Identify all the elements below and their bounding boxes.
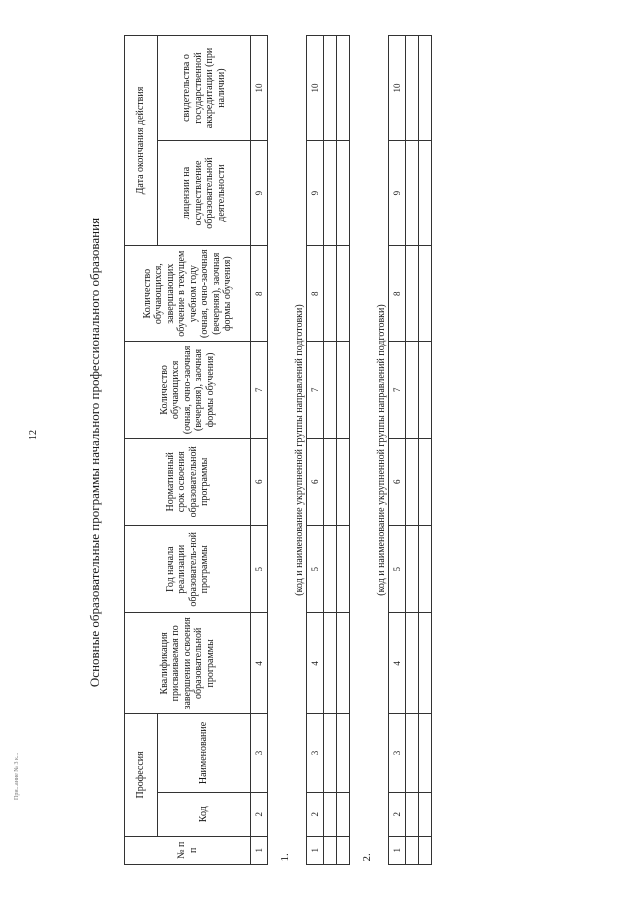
col-qualification-header: Квалификация присваиваемая по завершении освоения образовательной программы [125,613,251,714]
column-number: 7 [389,342,406,438]
column-number: 10 [307,36,324,141]
column-number: 4 [307,613,324,714]
group-1-empty-row [337,36,350,865]
column-number: 7 [251,342,268,438]
col-graduates-header: Количество обучающихся, завершающих обучение в текущем учебном году (очная, очно-заочная (вечерняя), заочная формы обучения) [125,246,251,342]
group-1-empty-row [324,36,337,865]
column-number: 2 [389,792,406,836]
group-1-heading [268,36,307,865]
column-number: 5 [307,526,324,613]
column-number: 4 [251,613,268,714]
column-number: 4 [389,613,406,714]
header-row-1 [125,36,158,865]
column-number-row [251,36,268,865]
col-students-header: Количество обучающихся (очная, очно-заочная (вечерняя), заочная формы обучения) [125,342,251,438]
column-number: 1 [389,836,406,864]
group-caption: (код и наименование укрупненной группы направлений подготовки) [375,304,387,596]
col-profession-header: Профессия [125,714,158,836]
column-number: 8 [389,246,406,342]
column-number: 7 [307,342,324,438]
col-term-header: Нормативный срок освоения образовательной программы [125,438,251,525]
column-number: 3 [307,714,324,793]
group-2-empty-row [419,36,432,865]
column-number: 6 [389,438,406,525]
column-number: 2 [307,792,324,836]
col-license-header: лицензии на осуществление образовательной деятельности [158,141,251,246]
column-number: 1 [307,836,324,864]
column-number: 3 [251,714,268,793]
footer-note: При...ание № 3 к... [14,752,20,800]
group-label: 2. [360,853,373,862]
column-number: 1 [251,836,268,864]
programs-table [124,35,432,865]
column-number: 10 [251,36,268,141]
col-code-header: Код [158,792,251,836]
group-caption: (код и наименование укрупненной группы направлений подготовки) [293,304,305,596]
page-title: Основные образовательные программы начального профессионального образования [87,217,102,688]
col-accreditation-header: свидетельства о государственной аккредитации (при наличии) [158,36,251,141]
col-name-header: Наименование [158,714,251,793]
col-start-year-header: Год начала реализации образователь-ной программы [125,526,251,613]
group-2-number-row [389,36,406,865]
column-number: 10 [389,36,406,141]
column-number: 9 [389,141,406,246]
column-number: 5 [251,526,268,613]
column-number: 5 [389,526,406,613]
column-number: 9 [307,141,324,246]
column-number: 6 [251,438,268,525]
column-number: 8 [251,246,268,342]
group-label: 1. [278,853,291,862]
col-num-header: № п п [125,836,251,864]
group-2-heading [350,36,389,865]
rotated-page [84,0,640,905]
column-number: 9 [251,141,268,246]
column-number: 8 [307,246,324,342]
column-number: 2 [251,792,268,836]
column-number: 3 [389,714,406,793]
page-number: 12 [28,430,39,440]
group-2-empty-row [406,36,419,865]
col-end-date-header: Дата окончания действия [125,36,158,246]
group-1-number-row [307,36,324,865]
column-number: 6 [307,438,324,525]
